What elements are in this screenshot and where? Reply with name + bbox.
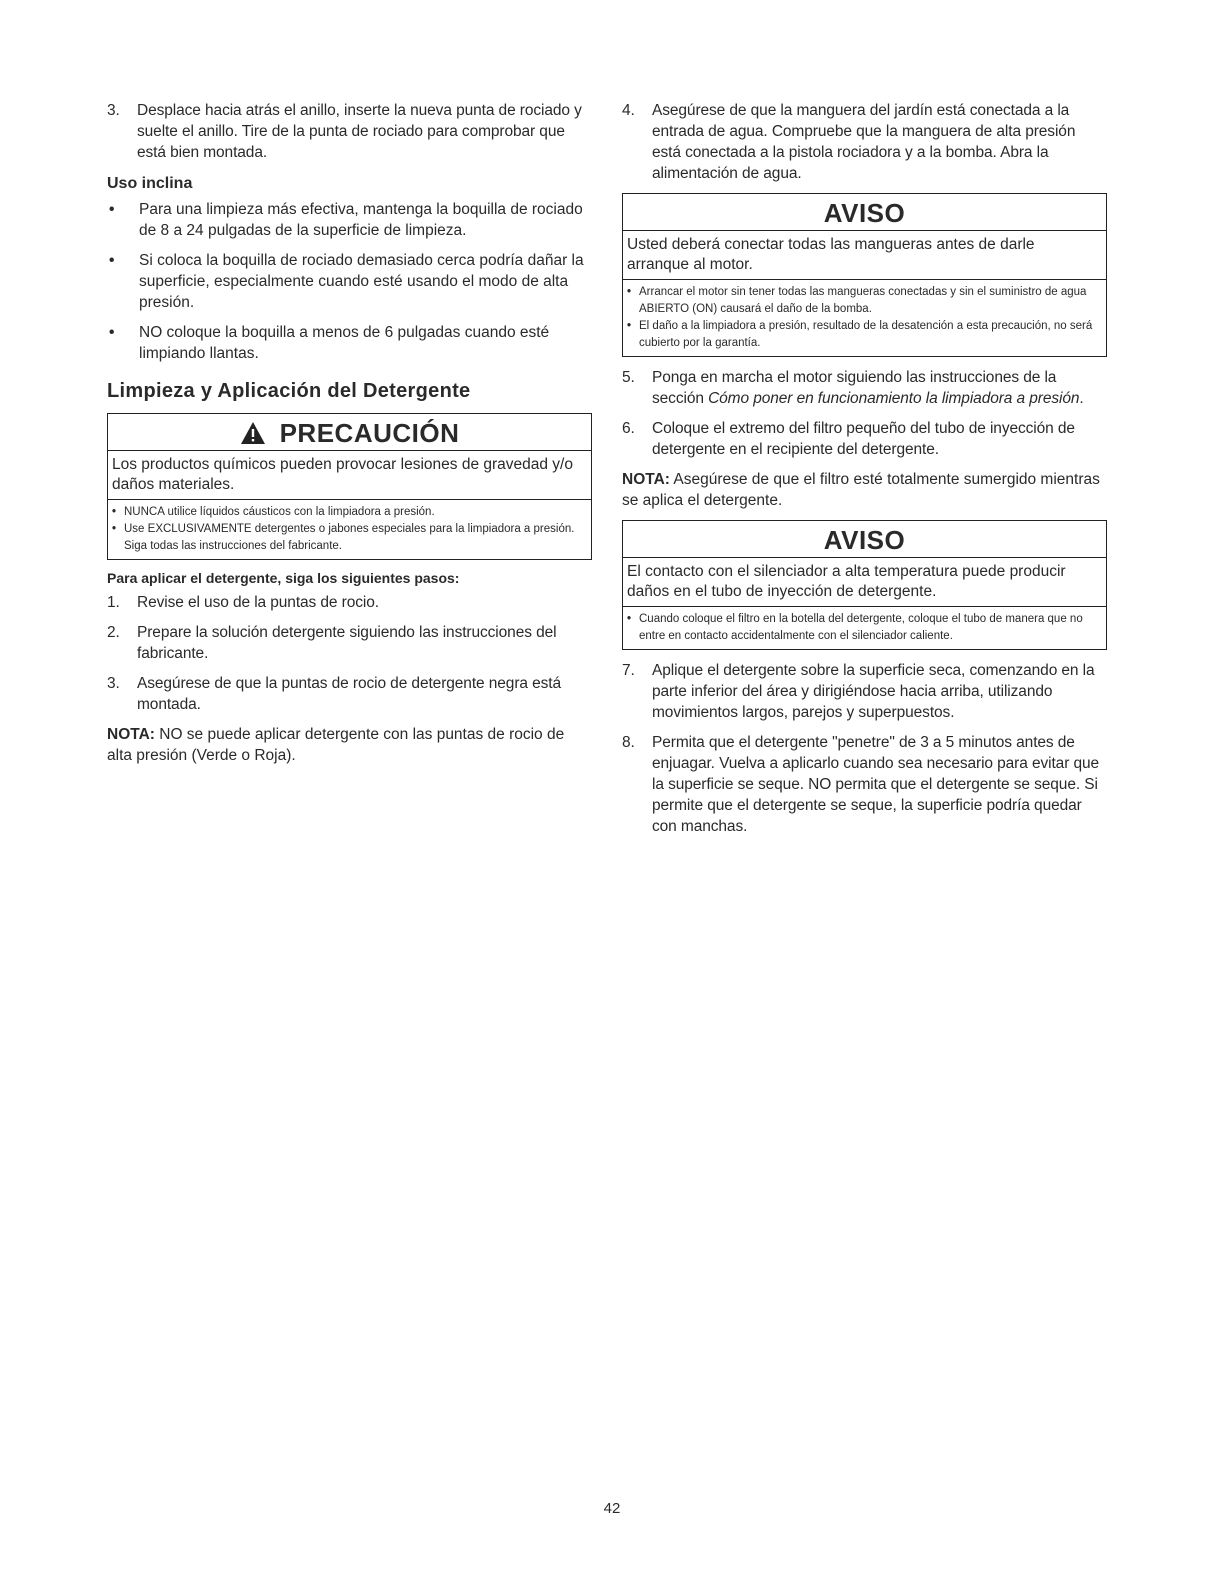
page-number: 42 <box>603 1500 621 1517</box>
bullet-icon: • <box>112 506 117 518</box>
precaucion-header <box>108 414 591 451</box>
nota-label: NOTA: <box>107 726 155 743</box>
nota-text: Asegúrese de que el filtro esté totalmente sumergido mientras se aplica el detergente. <box>622 471 1100 509</box>
bullet-text: NUNCA utilice líquidos cáusticos con la limpiadora a presión. <box>124 506 435 518</box>
step-6 <box>622 418 1107 460</box>
aviso-title: AVISO <box>623 194 1106 231</box>
aviso-box-2 <box>622 520 1107 650</box>
aviso-lead: El contacto con el silenciador a alta temperatura puede producir daños en el tubo de inyección de detergente. <box>623 558 1106 607</box>
precaucion-bullets <box>108 500 591 559</box>
uso-bullet <box>107 199 592 241</box>
precaucion-title: PRECAUCIÓN <box>279 418 460 448</box>
step-number: 6. <box>622 420 635 437</box>
bullet-icon: • <box>109 201 115 218</box>
aviso-box-1 <box>622 193 1107 357</box>
bullet-text: Cuando coloque el filtro en la botella del detergente, coloque el tubo de manera que no entre en contacto accidentalmente con el silenciador caliente. <box>639 613 1083 642</box>
uso-bullet <box>107 250 592 313</box>
step-number: 3. <box>107 102 120 119</box>
step-number: 4. <box>622 102 635 119</box>
nota-label: NOTA: <box>622 471 670 488</box>
precaucion-bullet <box>112 504 585 521</box>
bullet-icon: • <box>109 324 115 341</box>
aviso-bullet <box>627 284 1100 318</box>
bullet-text: Si coloca la boquilla de rociado demasiado cerca podría dañar la superficie, especialmente cuando esté usando el modo de alta presión. <box>139 252 584 311</box>
bullet-text: Use EXCLUSIVAMENTE detergentes o jabones especiales para la limpiadora a presión. Siga todas las instrucciones del fabricante. <box>124 523 575 552</box>
step-number: 7. <box>622 662 635 679</box>
left-column <box>107 100 592 775</box>
step-text-end: . <box>1079 390 1084 407</box>
detergent-step <box>107 673 592 715</box>
warning-triangle-icon <box>240 419 266 453</box>
step-number: 2. <box>107 624 120 641</box>
step-5 <box>622 367 1107 409</box>
aviso-lead: Usted deberá conectar todas las mangueras antes de darle arranque al motor. <box>623 231 1106 280</box>
uso-bullet <box>107 322 592 364</box>
step-text: Asegúrese de que la puntas de rocio de detergente negra está montada. <box>137 675 562 713</box>
precaucion-box <box>107 413 592 560</box>
bullet-icon: • <box>627 286 632 298</box>
detergent-step <box>107 622 592 664</box>
aviso-bullets <box>623 607 1106 649</box>
aviso-title: AVISO <box>623 521 1106 558</box>
step-3-ring <box>107 100 592 163</box>
step-text: Aplique el detergente sobre la superficie seca, comenzando en la parte inferior del área y dirigiéndose hacia arriba, utilizando movimientos largos, parejos y superpuestos. <box>652 662 1095 721</box>
step-text: Revise el uso de la puntas de rocio. <box>137 594 379 611</box>
step-text: Permita que el detergente "penetre" de 3 a 5 minutos antes de enjuagar. Vuelva a aplicarlo cuando sea necesario para evitar que la superficie se seque. NO permita que el detergente se seque. Si permite que el detergente se seque, la superficie podría quedar con manchas. <box>652 734 1100 835</box>
right-column <box>622 100 1107 846</box>
step-text: Asegúrese de que la manguera del jardín está conectada a la entrada de agua. Compruebe que la manguera de alta presión está conectada a la pistola rociadora y a la bomba. Abra la alimentación de agua. <box>652 102 1076 182</box>
bullet-text: NO coloque la boquilla a menos de 6 pulgadas cuando esté limpiando llantas. <box>139 324 550 362</box>
step-text <box>652 367 1107 409</box>
nota-left <box>107 724 592 766</box>
detergent-step <box>107 592 592 613</box>
bullet-text: Arrancar el motor sin tener todas las mangueras conectadas y sin el suministro de agua ABIERTO (ON) causará el daño de la bomba. <box>639 286 1087 315</box>
precaucion-bullet <box>112 521 585 555</box>
bullet-text: Para una limpieza más efectiva, mantenga la boquilla de rociado de 8 a 24 pulgadas de la superficie de limpieza. <box>139 201 583 239</box>
step-text: Coloque el extremo del filtro pequeño del tubo de inyección de detergente en el recipiente del detergente. <box>652 420 1075 458</box>
uso-heading: Uso inclina <box>107 175 193 192</box>
step-number: 5. <box>622 369 635 386</box>
step-text-lead: Ponga en marcha el motor siguiendo las instrucciones de la sección <box>652 369 1057 407</box>
bullet-icon: • <box>112 523 117 535</box>
step-text-reference: Cómo poner en funcionamiento la limpiadora a presión <box>708 390 1080 407</box>
step-text: Prepare la solución detergente siguiendo las instrucciones del fabricante. <box>137 624 557 662</box>
section-heading-detergente: Limpieza y Aplicación del Detergente <box>107 380 471 402</box>
step-number: 1. <box>107 594 120 611</box>
aviso-bullet <box>627 611 1100 645</box>
step-8 <box>622 732 1107 837</box>
bullet-icon: • <box>627 320 632 332</box>
bullet-icon: • <box>109 252 115 269</box>
precaucion-lead: Los productos químicos pueden provocar lesiones de gravedad y/o daños materiales. <box>108 451 591 500</box>
nota-right <box>622 469 1107 511</box>
aviso-bullets <box>623 280 1106 356</box>
steps-intro: Para aplicar el detergente, siga los siguientes pasos: <box>107 570 460 586</box>
step-number: 3. <box>107 675 120 692</box>
step-number: 8. <box>622 734 635 751</box>
aviso-bullet <box>627 318 1100 352</box>
step-4 <box>622 100 1107 184</box>
bullet-icon: • <box>627 613 632 625</box>
step-7 <box>622 660 1107 723</box>
bullet-text: El daño a la limpiadora a presión, resultado de la desatención a esta precaución, no será cubierto por la garantía. <box>639 320 1093 349</box>
nota-text: NO se puede aplicar detergente con las puntas de rocio de alta presión (Verde o Roja). <box>107 726 565 764</box>
step-text: Desplace hacia atrás el anillo, inserte la nueva punta de rociado y suelte el anillo. Tire de la punta de rociado para comprobar que está bien montada. <box>137 102 582 161</box>
